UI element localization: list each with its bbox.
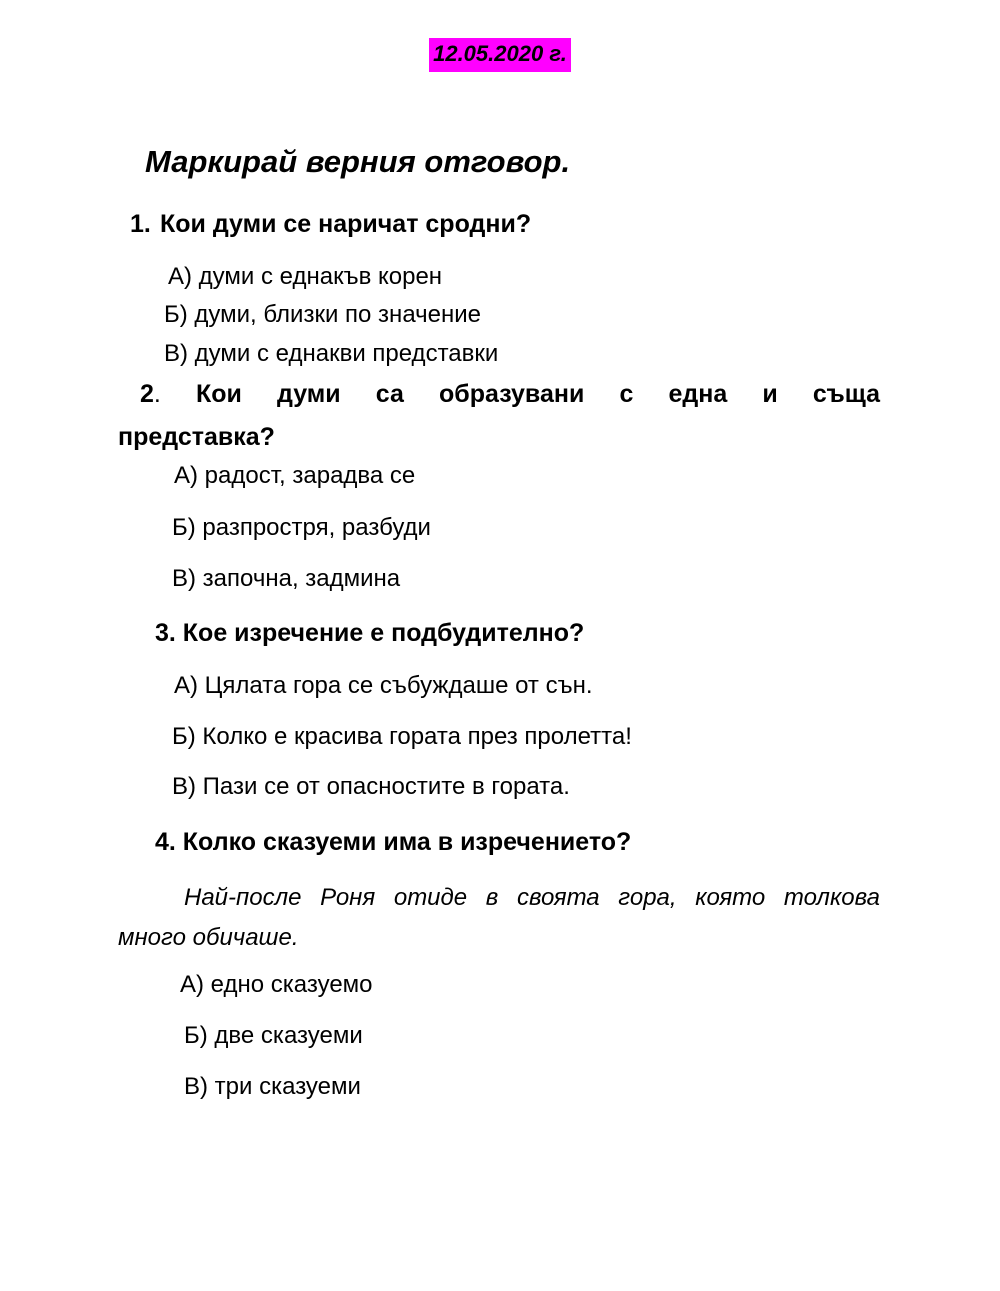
question-1-option-b[interactable]: Б) думи, близки по значение: [164, 301, 481, 328]
question-2-word: Кои: [195, 380, 242, 408]
question-2-option-a[interactable]: А) радост, зарадва се: [174, 462, 416, 489]
question-2-option-c[interactable]: В) започна, задмина: [172, 565, 401, 592]
question-1-option-c[interactable]: В) думи с еднакви представки: [164, 340, 499, 367]
sentence-word: в: [485, 884, 499, 911]
question-2-word: думи: [277, 380, 341, 408]
question-2-word: с: [619, 380, 634, 408]
sentence-word: Най-после: [184, 884, 302, 911]
question-1-text: Кои думи се наричат сродни?: [160, 210, 532, 238]
question-4-option-c[interactable]: В) три сказуеми: [184, 1073, 361, 1100]
sentence-word: толкова: [783, 884, 880, 911]
question-2-title: [140, 378, 880, 410]
question-2-option-b[interactable]: Б) разпростря, разбуди: [172, 514, 431, 541]
sentence-word: своята: [516, 884, 600, 911]
question-4-option-b[interactable]: Б) две сказуеми: [184, 1022, 363, 1049]
question-2-word: са: [375, 380, 404, 408]
question-2-dot: .: [153, 380, 161, 408]
question-2-word: образувани: [439, 380, 585, 408]
date-highlight: 12.05.2020 г.: [429, 38, 571, 72]
question-2-number: 2: [140, 380, 154, 408]
question-3-option-a[interactable]: А) Цялата гора се събуждаше от сън.: [174, 672, 593, 699]
question-4-option-a[interactable]: А) едно сказуемо: [180, 971, 373, 998]
question-1-title: [130, 208, 531, 240]
question-3-title: 3. Кое изречение е подбудително?: [155, 619, 585, 647]
sentence-word: Роня: [320, 884, 376, 911]
question-4-sentence-line2: много обичаше.: [118, 924, 299, 951]
question-4-title: 4. Колко сказуеми има в изречението?: [155, 828, 632, 856]
question-2-number-group: [140, 378, 161, 410]
question-2-word: съща: [812, 380, 880, 408]
question-4-sentence: [118, 878, 880, 958]
date-header: [0, 38, 1000, 72]
question-2-word: и: [762, 380, 778, 408]
question-1-option-a[interactable]: А) думи с еднакъв корен: [168, 263, 443, 290]
question-3-option-b[interactable]: Б) Колко е красива гората през пролетта!: [172, 723, 632, 750]
question-4-sentence-line1: [118, 878, 880, 918]
instruction-title: Маркирай верния отговор.: [145, 144, 571, 179]
question-2-title-line2: представка?: [118, 423, 275, 451]
sentence-word: която: [695, 884, 766, 911]
question-3-option-c[interactable]: В) Пази се от опасностите в гората.: [172, 773, 570, 800]
sentence-word: гора,: [618, 884, 677, 911]
sentence-word: отиде: [393, 884, 468, 911]
question-2-word: една: [668, 380, 728, 408]
question-1-number: 1.: [130, 210, 151, 238]
